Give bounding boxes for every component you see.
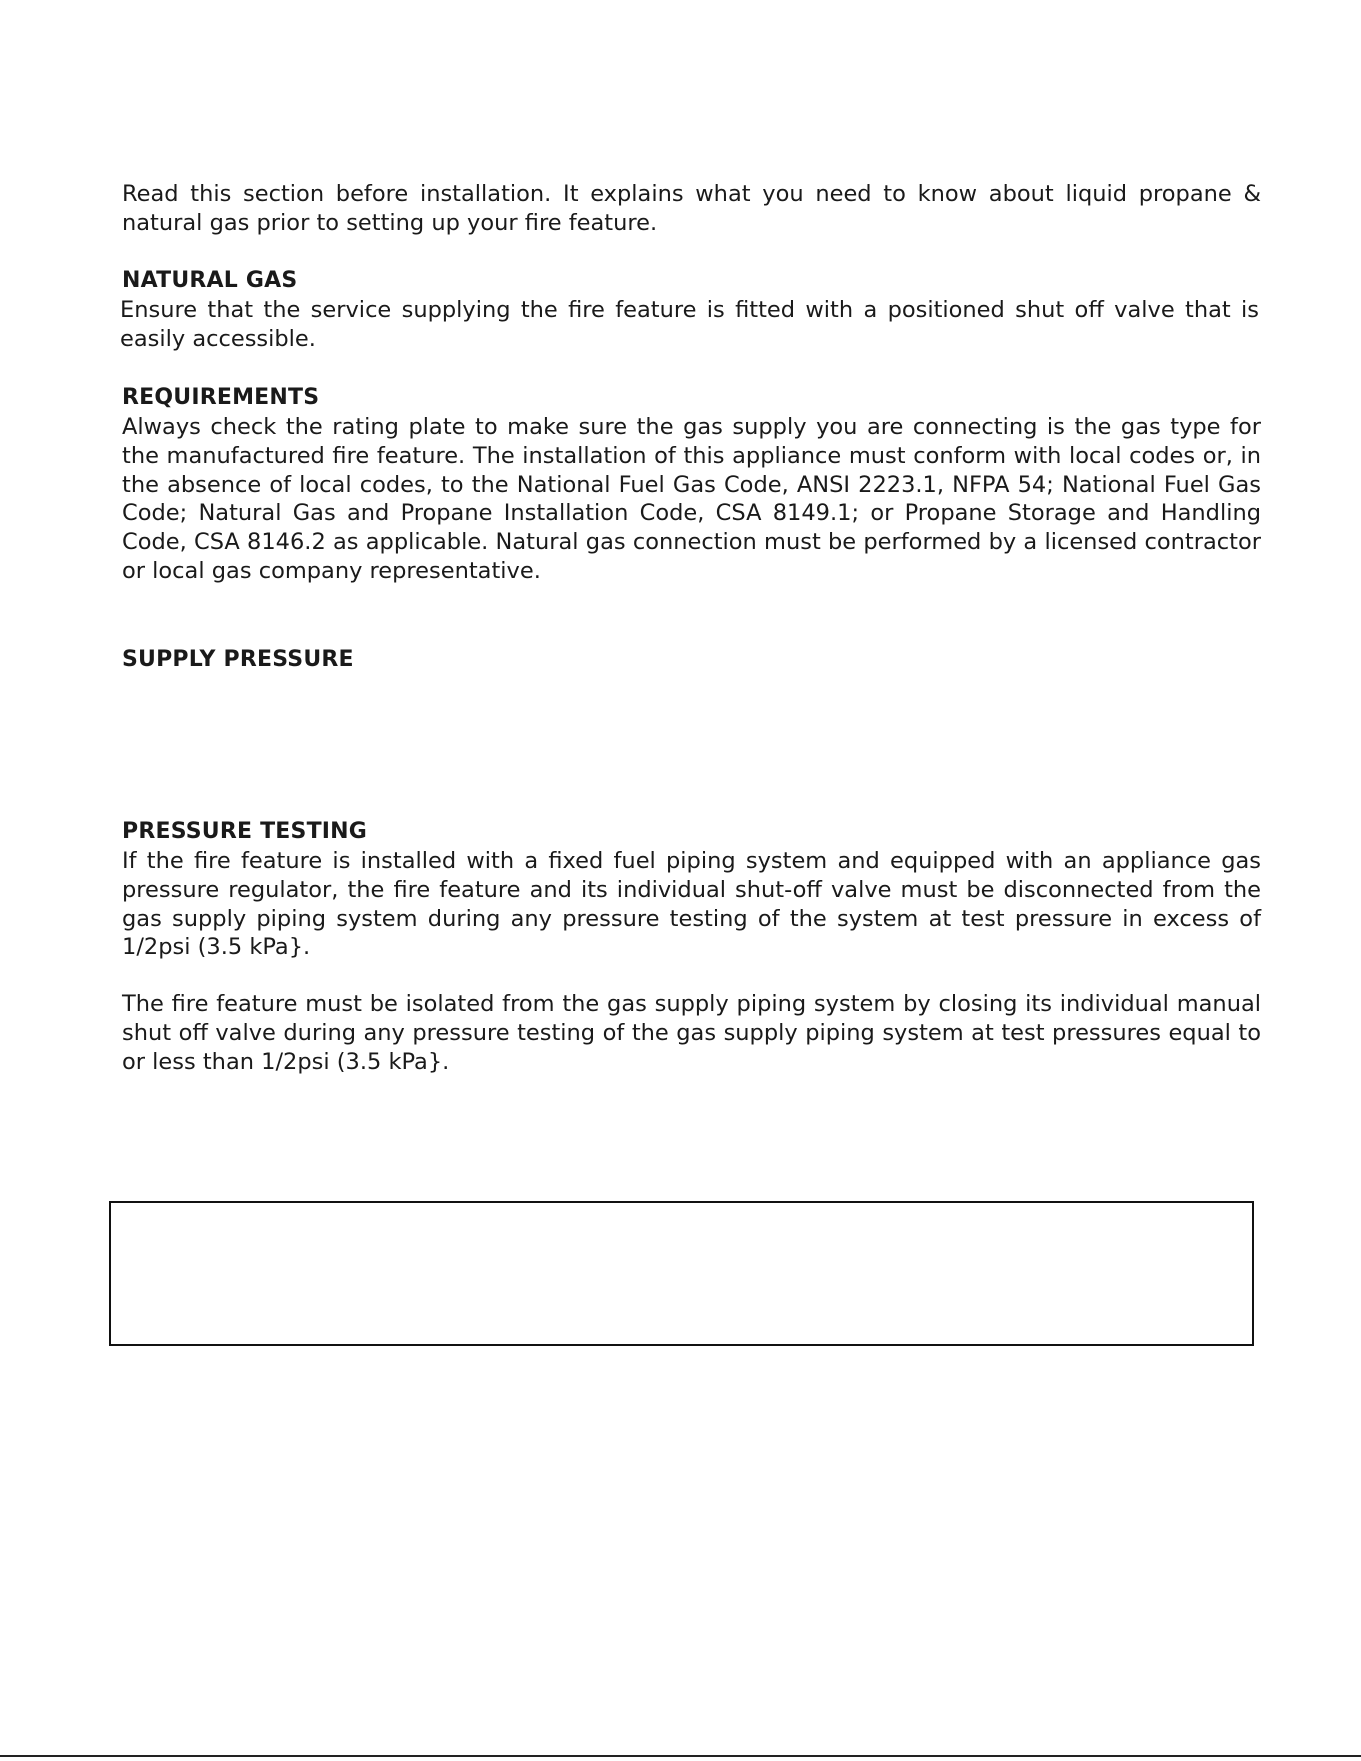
requirements-paragraph: Always check the rating plate to make sure the gas supply you are connecting is the gas type for the manufactured fire feature. The installation of this appliance must conform with local codes or, in the absence of local codes, to the National Fuel Gas Code, ANSI 2223.1, NFPA 54; National Fuel Gas Code; Natural Gas and Propane Installation Code, CSA 8149.1; or Propane Storage and Handling Code, CSA 8146.2 as applicable. Natural gas connection must be performed by a licensed contractor or local gas company representative.: [122, 414, 1261, 584]
intro-paragraph: Read this section before installation. It explains what you need to know about liquid propane & natural gas prior to setting up your fire feature.: [122, 181, 1261, 236]
pressure-testing-heading: PRESSURE TESTING: [122, 819, 368, 844]
notice-box: [109, 1201, 1254, 1346]
footer-divider: [0, 1755, 1361, 1757]
pressure-testing-paragraph-2: The fire feature must be isolated from the gas supply piping system by closing its individual manual shut off valve during any pressure testing of the gas supply piping system at test pressures equal to or less than 1/2psi (3.5 kPa}.: [122, 991, 1261, 1075]
natural-gas-paragraph: Ensure that the service supplying the fire feature is fitted with a positioned shut off valve that is easily accessible.: [120, 297, 1259, 352]
requirements-heading: REQUIREMENTS: [122, 385, 320, 410]
pressure-testing-paragraph-1: If the fire feature is installed with a fixed fuel piping system and equipped with an appliance gas pressure regulator, the fire feature and its individual shut-off valve must be disconnected from the gas supply piping system during any pressure testing of the system at test pressure in excess of 1/2psi (3.5 kPa}.: [122, 848, 1261, 961]
natural-gas-heading: NATURAL GAS: [122, 268, 298, 293]
supply-pressure-heading: SUPPLY PRESSURE: [122, 647, 354, 672]
